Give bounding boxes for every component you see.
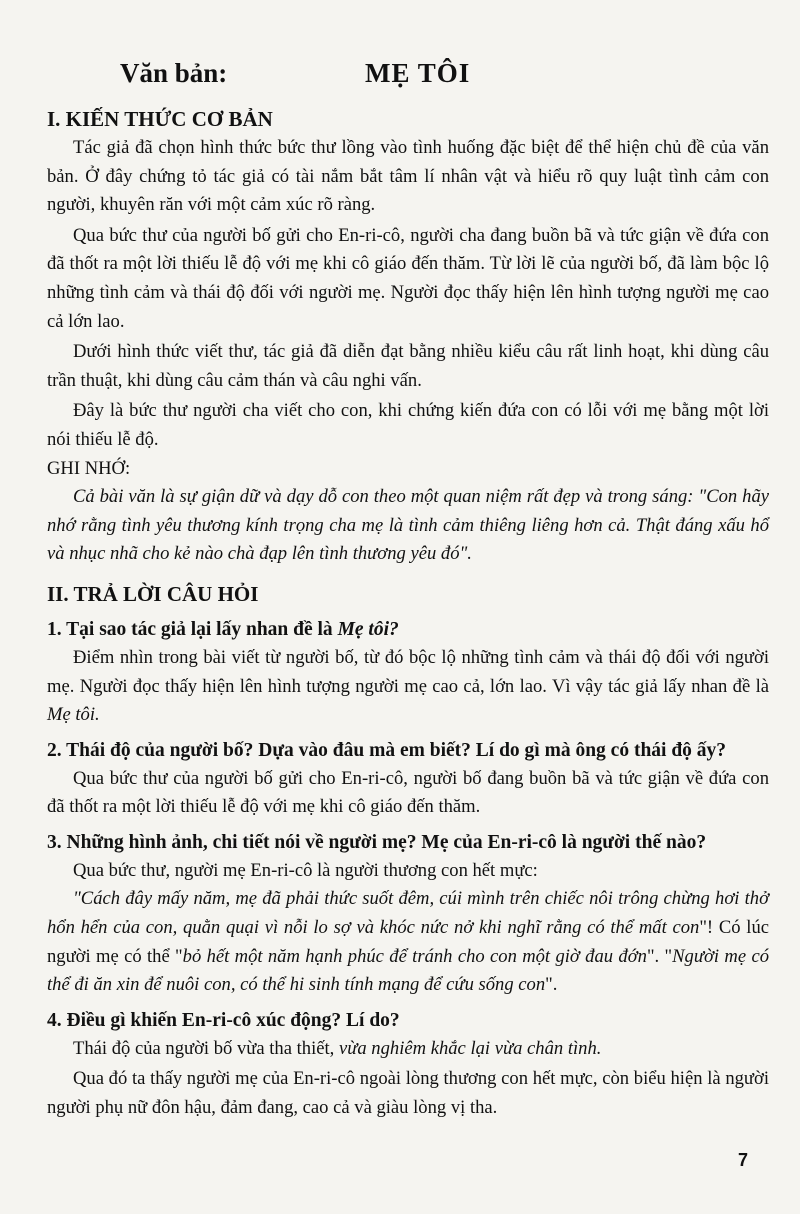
quote-mid-1: "! Có lúc người mẹ có thể " (47, 917, 769, 967)
paragraph: Qua bức thư của người bố gửi cho En-ri-cô, người cha đang buồn bã và tức giận về đứa con đã thốt ra một lời thiếu lễ độ với mẹ khi cô giáo đến thăm. Từ lời lẽ của người bố, đã làm bộc lộ những tình cảm và thái độ đối với người mẹ. Người đọc thấy hiện lên hình tượng người mẹ cao cả lớn lao. (47, 224, 769, 332)
paragraph: Đây là bức thư người cha viết cho con, khi chứng kiến đứa con có lỗi với mẹ bằng một lời nói thiếu lễ độ. (47, 400, 769, 450)
answer-4-line1 (47, 1035, 769, 1064)
question-1 (47, 615, 769, 644)
question-1-prefix: 1. Tại sao tác giả lại lấy nhan đề là (47, 618, 338, 640)
section2-heading: II. TRẢ LỜI CÂU HỎI (47, 581, 259, 606)
answer-1-text: Điểm nhìn trong bài viết từ người bố, từ đó bộc lộ những tình cảm và thái độ đối với người mẹ. Người đọc thấy hiện lên hình tượng người mẹ cao cả, lớn lao. Vì vậy tác giả lấy nhan đề là (47, 646, 769, 697)
quote-3: Người mẹ có thể đi ăn xin để nuôi con, có thể hi sinh tính mạng để cứu sống con (47, 945, 769, 996)
answer-1-title: Mẹ tôi. (47, 704, 100, 726)
page-title: MẸ TÔI (365, 58, 471, 88)
question-2: 2. Thái độ của người bố? Dựa vào đâu mà em biết? Lí do gì mà ông có thái độ ấy? (47, 739, 727, 761)
question-1-title: Mẹ tôi? (337, 618, 399, 640)
section1-heading: I. KIẾN THỨC CƠ BẢN (47, 107, 273, 131)
quote-mid-2: ". " (646, 945, 673, 967)
answer-4-italic: vừa nghiêm khắc lại vừa chân tình. (338, 1037, 602, 1059)
quote-2: bỏ hết một năm hạnh phúc để tránh cho con một giờ đau đớn (182, 945, 647, 967)
quote-1: "Cách đây mấy năm, mẹ đã phải thức suốt đêm, cúi mình trên chiếc nôi trông chừng hơi thở hổn hển của con, quằn quại vì nỗi lo sợ và khóc nức nở khi nghĩ rằng có thể mất con (47, 888, 769, 939)
title-row (0, 58, 800, 94)
answer-4-prefix: Thái độ của người bố vừa tha thiết, (73, 1037, 339, 1059)
paragraph: Dưới hình thức viết thư, tác giả đã diễn đạt bằng nhiều kiểu câu rất linh hoạt, khi dùng câu trần thuật, khi dùng câu cảm thán và câu nghi vấn. (47, 341, 769, 391)
title-label: Văn bản: (120, 58, 228, 88)
answer-4-line2: Qua đó ta thấy người mẹ của En-ri-cô ngoài lòng thương con hết mực, còn biểu hiện là người người phụ nữ đôn hậu, đảm đang, cao cả và giàu lòng vị tha. (47, 1068, 769, 1119)
note-text: Cả bài văn là sự giận dữ và dạy dỗ con theo một quan niệm rất đẹp và trong sáng: "Con hãy nhớ rằng tình yêu thương kính trọng cha mẹ là tình cảm thiêng liêng hơn cả. Thật đáng xấu hổ và nhục nhã cho kẻ nào chà đạp lên tình thương yêu đó". (47, 486, 769, 565)
page-number: 7 (737, 1150, 748, 1170)
content (47, 104, 769, 1123)
answer-3-intro: Qua bức thư, người mẹ En-ri-cô là người thương con hết mực: (73, 859, 538, 881)
question-4: 4. Điều gì khiến En-ri-cô xúc động? Lí do? (47, 1009, 400, 1031)
quote-end: ". (545, 974, 558, 996)
answer-3-quotes (47, 885, 769, 999)
answer-2: Qua bức thư của người bố gửi cho En-ri-cô, người bố đang buồn bã và tức giận về đứa con đã thốt ra một lời thiếu lễ độ với mẹ khi cô giáo đến thăm. (47, 767, 769, 818)
paragraph: Tác giả đã chọn hình thức bức thư lồng vào tình huống đặc biệt để thể hiện chủ đề của văn bản. Ở đây chứng tỏ tác giả có tài nắm bắt tâm lí nhân vật và hiểu rõ quy luật tình cảm con người, khuyên răn với một cảm xúc rõ ràng. (47, 137, 769, 216)
answer-1 (47, 644, 769, 730)
question-3: 3. Những hình ảnh, chi tiết nói về người mẹ? Mẹ của En-ri-cô là người thế nào? (47, 831, 707, 853)
note-label: GHI NHỚ: (47, 457, 131, 479)
